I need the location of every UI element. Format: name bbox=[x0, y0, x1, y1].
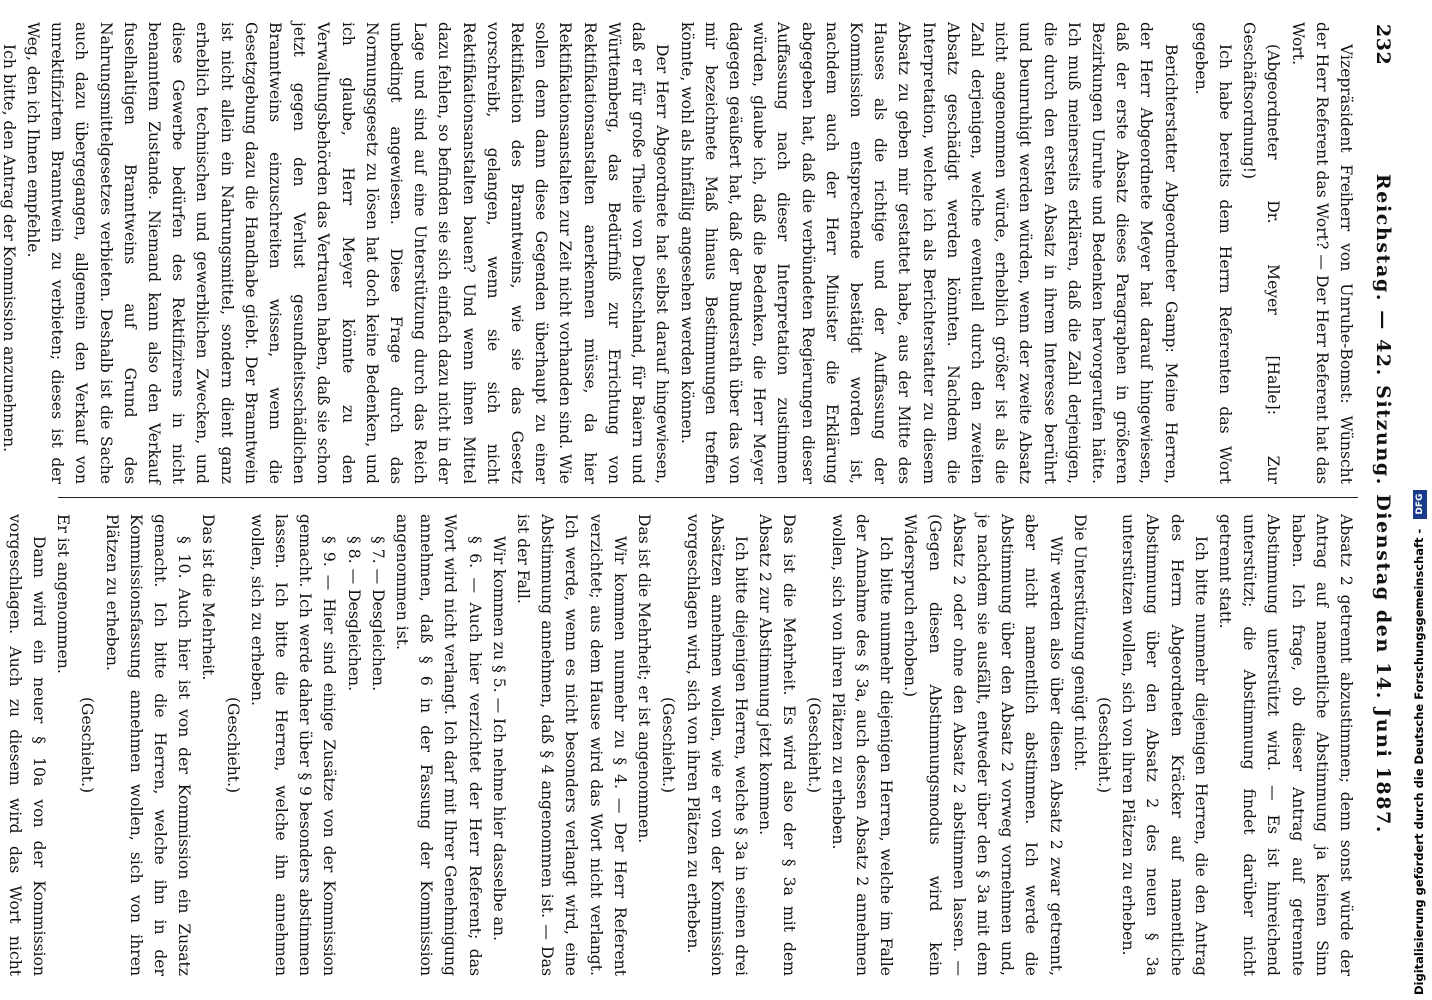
right-column-paragraph: § 6. — Auch hier verzichtet der Herr Referent; das Wort wird nicht verlangt. Ich darf mit Ihrer Genehmigung annehmen, daß § 6 in der Fassung der Kommission angenommen ist. bbox=[393, 514, 484, 976]
right-column-paragraph: Ich bitte nunmehr diejenigen Herren, die den Antrag des Herrn Abgeordneten Kräcker auf namentliche Abstimmung über den Absatz 2 des neuen § 3a unterstützen wollen, sich von ihren Plätzen zu erheben. bbox=[1119, 514, 1210, 976]
left-column-paragraph: Berichterstatter Abgeordneter Gamp: Meine Herren, der Herr Abgeordnete Meyer hat darauf hingewiesen, daß der erste Absatz dieses Paragraphen in größeren Bezirkungen Unruhe und Bedenken hervorgerufen hätte. Ich muß meinerseits erklären, daß die Zahl derjenigen, die durch den ersten Absatz in ihrem Interesse berührt und beunruhigt werden würden, wenn der zweite Absatz nicht angenommen würde, erheblich größer ist als die Zahl derjenigen, welche eventuell durch den zweiten Absatz geschädigt werden könnten. Nachdem die Interpretation, welche ich als Berichterstatter zu diesem Absatz zu geben mir gestattet habe, aus der Mitte des Hauses als die richtige und der Auffassung der Kommission entsprechende bestätigt worden ist, nachdem auch der Herr Minister die Erklärung abgegeben hat, daß die verbündeten Regierungen dieser Auffassung nach dieser Interpretation zustimmen würden, glaube ich, daß die Bedenken, die Herr Meyer dagegen geäußert hat, daß der Bundesrath über das von mir bezeichnete Maß hinaus Bestimmungen treffen könnte, wohl als hinfällig angesehen werden können. bbox=[677, 22, 1180, 484]
right-column-paragraph: Die Unterstützung genügt nicht. bbox=[1070, 514, 1089, 772]
right-column-paragraph: (Geschieht.) bbox=[223, 696, 242, 794]
right-column-paragraph: § 8. — Desgleichen. bbox=[344, 536, 363, 692]
right-column-paragraph: Das ist die Mehrheit. bbox=[199, 514, 218, 681]
left-column-paragraph: Ich bitte, den Antrag der Kommission anzunehmen. bbox=[0, 44, 18, 453]
running-title: Reichstag. — 42. Sitzung. Dienstag den 14. Juni 1887. bbox=[1372, 173, 1394, 835]
left-column-paragraph: Vizepräsident Freiherr von Unruhe-Bomst: Wünscht der Herr Referent das Wort? — Der Herr Referent hat das Wort. bbox=[1288, 22, 1355, 484]
right-column-paragraph: (Geschieht.) bbox=[804, 696, 823, 794]
right-column bbox=[5, 514, 1358, 976]
dfg-logo: DFG bbox=[1413, 490, 1427, 519]
right-column-paragraph: Das ist die Mehrheit. Es wird also der § 3a mit dem Absatz 2 zur Abstimmung jetzt kommen. bbox=[756, 514, 799, 976]
digitization-credit bbox=[1404, 0, 1432, 1000]
page-number: 232 bbox=[1372, 24, 1394, 66]
right-column-paragraph: Absatz 2 getrennt abzustimmen; denn sonst würde der Antrag auf namentliche Abstimmung ja keinen Sinn haben. Ich frage, ob dieser Antrag auf getrennte Abstimmung unterstützt wird. — Es ist hinreichend unterstützt; die Abstimmung findet darüber nicht getrennt statt. bbox=[1215, 514, 1355, 976]
right-column-paragraph: § 10. Auch hier ist von der Kommission ein Zusatz gemacht. Ich bitte die Herren, welche ihn in der Kommissionsfassung annehmen wollen, sich von ihren Plätzen zu erheben. bbox=[102, 514, 194, 976]
left-column-paragraph: (Abgeordneter Dr. Meyer [Halle]: Zur Geschäftsordnung!) bbox=[1240, 22, 1283, 484]
right-column-paragraph: (Geschieht.) bbox=[659, 696, 678, 794]
right-column-paragraph: Wir kommen nunmehr zu § 4. — Der Herr Referent verzichtet; aus dem Hause wird das Wort nicht verlangt. Ich werde, wenn es nicht besonders verlangt wird, eine Abstimmung annehmen, daß § 4 angenommen ist. — Das ist der Fall. bbox=[514, 514, 629, 976]
left-column-paragraph: Ich habe bereits dem Herrn Referenten das Wort gegeben. bbox=[1191, 22, 1234, 484]
right-column-paragraph: Er ist angenommen. bbox=[54, 514, 73, 674]
column-divider bbox=[58, 497, 1358, 498]
right-column-paragraph: Das ist die Mehrheit; er ist angenommen. bbox=[635, 514, 654, 844]
right-column-paragraph: § 7. — Desgleichen. bbox=[368, 536, 387, 692]
right-column-paragraph: Ich bitte diejenigen Herren, welche § 3a in seinen drei Absätzen annehmen wollen, wie er von der Kommission vorgeschlagen wird, sich von ihren Plätzen zu erheben. bbox=[683, 514, 750, 976]
page-header bbox=[1364, 24, 1394, 984]
left-column bbox=[0, 22, 1358, 485]
left-column-paragraph: Der Herr Abgeordnete hat selbst darauf hingewiesen, daß er für große Theile von Deutschland, für Baiern und Württemberg, das Bedürfniß zur Errichtung von Rektifikationsanstalten anerkennen müsse, da hier Rektifikationsanstalten zur Zeit nicht vorhanden sind. Wie sollen denn dann diese Gegenden überhaupt zu einer Rektifikation des Branntweins, wie sie das Gesetz vorschreibt, gelangen, wenn sie sich nicht Rektifikationsanstalten bauen? Und wenn ihnen Mittel dazu fehlen, so befinden sie sich einfach dazu nicht in der Lage und sind auf eine Unterstützung durch das Reich unbedingt angewiesen. Diese Frage durch das Normungsgesetz zu lösen hat doch keine Bedenken, und ich glaube, Herr Meyer könnte zu den Verwaltungsbehörden das Vertrauen haben, daß sie schon jetzt gegen den Verlust gesundheitsschädlichen Branntweins einzuschreiten wissen, wenn die Gesetzgebung dazu die Handhabe giebt. Der Branntwein ist nicht allein ein Nahrungsmittel, sondern dient ganz erheblich technischen und gewerblichen Zwecken, und diese Gewerbe bedürfen des Rektifizirens in nicht benanntem Zustande. Niemand kann also den Verkauf fuselhaltigen Branntweins auf Grund des Nahrungsmittelgesetzes verbieten. Deshalb ist die Sache auch dazu übergegangen, allgemein den Verkauf von unrektifizirtem Branntwein zu verbieten; dieses ist der Weg, den ich Ihnen empfehle. bbox=[24, 22, 672, 485]
credit-text: Digitalisierung gefördert durch die Deutsche Forschungsgemeinschaft - bbox=[1412, 528, 1426, 995]
right-column-paragraph: § 9. — Hier sind einige Zusätze von der Kommission gemacht. Ich werde daher über § 9 besonders abstimmen lassen. Ich bitte die Herren, welche ihn annehmen wollen, sich zu erheben. bbox=[247, 514, 339, 976]
right-column-paragraph: Ich bitte nunmehr diejenigen Herren, welche im Falle der Annahme des § 3a, auch dessen Absatz 2 annehmen wollen, sich von ihren Plätzen zu erheben. bbox=[828, 514, 896, 976]
right-column-paragraph: Dann wird ein neuer § 10a von der Kommission vorgeschlagen. Auch zu diesem wird das Wort nicht bbox=[5, 514, 49, 976]
right-column-paragraph: Wir werden also über diesen Absatz 2 zwar getrennt, aber nicht namentlich abstimmen. Ich werde die Abstimmung über den Absatz 2 vorweg vornehmen und, je nachdem sie ausfällt, entweder über den § 3a mit dem Absatz 2 oder ohne den Absatz 2 abstimmen lassen. — (Gegen diesen Abstimmungsmodus wird kein Widerspruch erhoben.) bbox=[901, 514, 1065, 976]
right-column-paragraph: (Geschieht.) bbox=[1094, 696, 1113, 794]
right-column-paragraph: Wir kommen zu § 5. — Ich nehme hier dasselbe an. bbox=[489, 536, 508, 941]
right-column-paragraph: (Geschieht.) bbox=[78, 696, 97, 794]
